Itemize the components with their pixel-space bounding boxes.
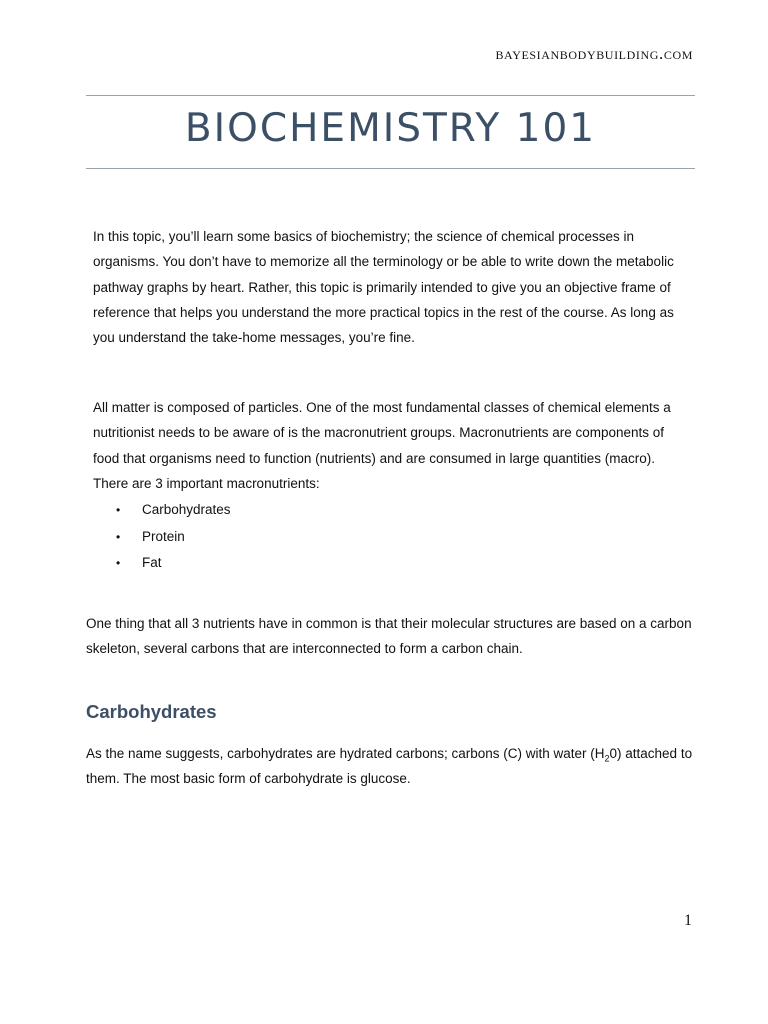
list-item-fat (93, 550, 231, 577)
water-formula (594, 746, 618, 764)
page-number: 1 (684, 912, 692, 929)
list-item-label: Protein (142, 528, 185, 544)
list-item-label: Fat (142, 555, 162, 570)
common-structure-paragraph: One thing that all 3 nutrients have in common is that their molecular structures are based on a carbon skeleton, several carbons that are interconnected to form a carbon chain. (86, 616, 692, 657)
intro-paragraph: In this topic, you’ll learn some basics of biochemistry; the science of chemical processes in organisms. You don’t have to memorize all the terminology or be able to write down the metabolic pathway graphs by heart. Rather, this topic is primarily intended to give you an objective frame of reference that helps you understand the more practical topics in the rest of the course. As long as you understand the take-home messages, you’re fine. (93, 229, 674, 346)
bullet-icon: • (116, 529, 121, 544)
formula-hydrogen: H (594, 746, 605, 761)
macronutrient-list (93, 497, 231, 577)
section-heading-carbohydrates: Carbohydrates (86, 701, 217, 722)
carbohydrates-paragraph (86, 741, 696, 792)
list-item-label: Carbohydrates (142, 502, 231, 517)
title-rule-top (86, 95, 695, 96)
page-title: BIOCHEMISTRY 101 (184, 106, 597, 151)
bullet-icon: • (116, 556, 121, 570)
formula-subscript: 2 (604, 753, 610, 764)
list-item-protein (93, 524, 231, 551)
title-rule-bottom (86, 168, 695, 169)
carbohydrates-text-end: ) attached to them. The most basic form of carbohydrate is glucose. (86, 746, 693, 787)
matter-paragraph: All matter is composed of particles. One of the most fundamental classes of chemical elements a nutritionist needs to be aware of is the macronutrient groups. Macronutrients are components of food that organisms need to function (nutrients) and are consumed in large quantities (macro). There are 3 important macronutrients: (93, 400, 671, 491)
carbohydrates-text-start: As the name suggests, carbohydrates are hydrated carbons; carbons (C) with water ( (86, 746, 595, 761)
bullet-icon: • (116, 503, 121, 517)
formula-oxygen: 0 (609, 746, 618, 761)
list-item-carbohydrates (93, 497, 231, 524)
header-site-name: bayesianbodybuilding.com (495, 44, 693, 63)
